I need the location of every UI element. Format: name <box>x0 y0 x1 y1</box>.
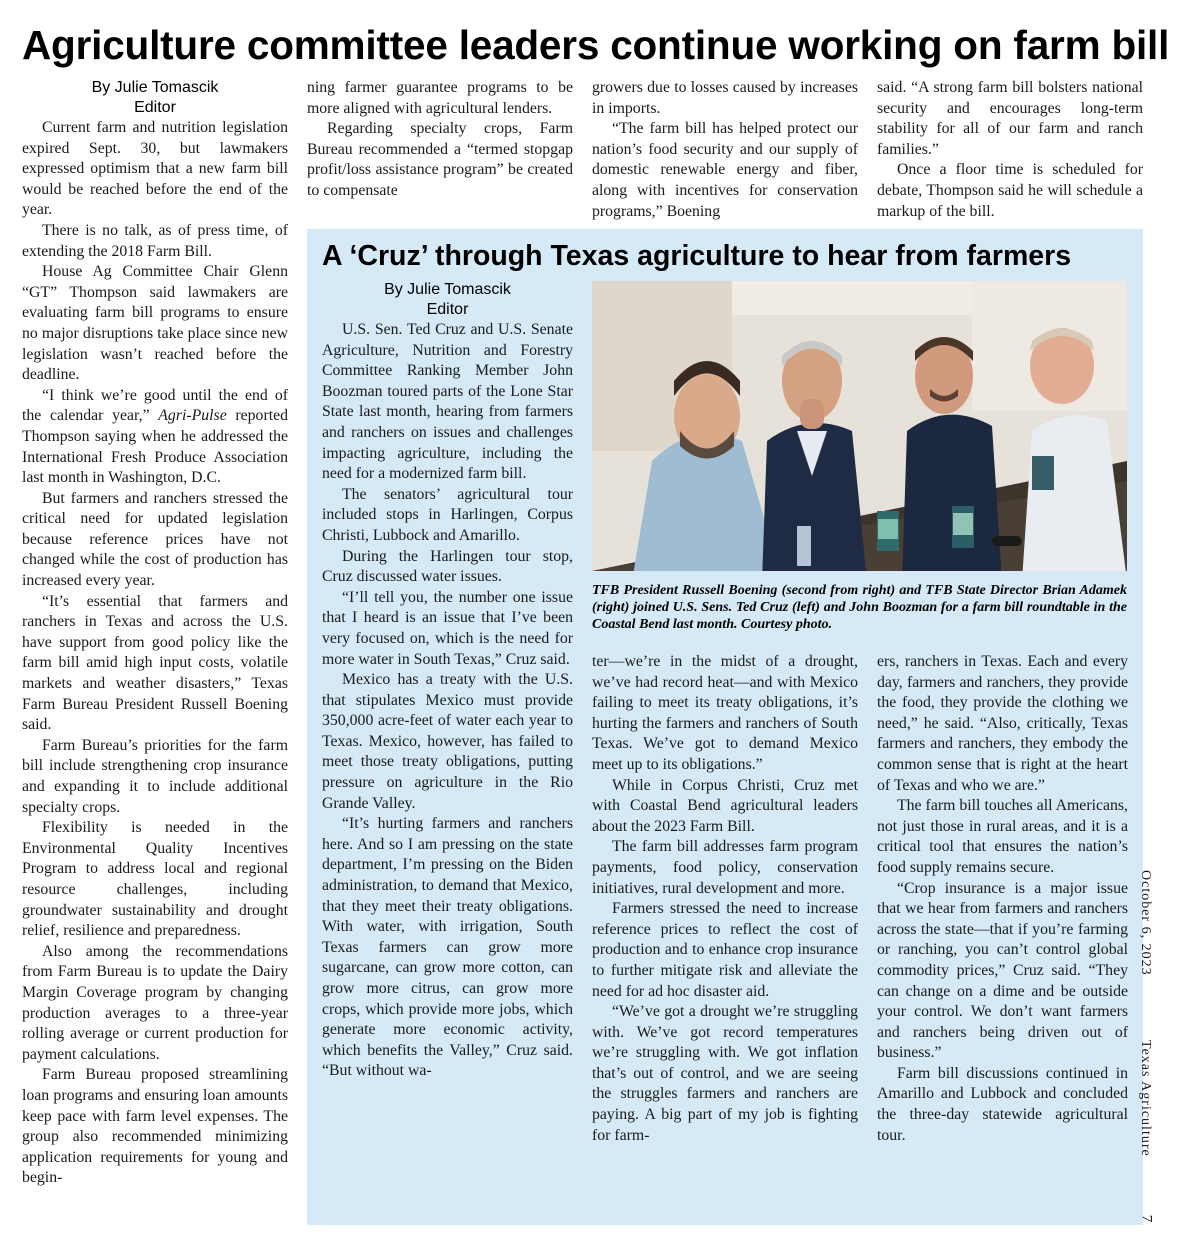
article-paragraph: “It’s essential that farmers and ranchers in Texas and across the U.S. have support from good policy like the farm bill amid high input costs, volatile markets and weather disasters,” Texas Farm Bureau President Russell Boening said. <box>22 592 288 734</box>
quote-text: “I think we’re good until the end of the calendar year,” <box>22 386 288 425</box>
article-paragraph: There is no talk, as of press time, of extending the 2018 Farm Bill. <box>22 221 288 260</box>
article-column-1 <box>22 78 288 1189</box>
sidebar-column-3 <box>877 652 1128 1146</box>
article-headline: Agriculture committee leaders continue working on farm bill <box>22 22 1170 68</box>
article-paragraph: Also among the recommendations from Farm Bureau is to update the Dairy Margin Coverage program by changing production averages to a three-year rolling average or current production for payment calculations. <box>22 942 288 1063</box>
sidebar-headline: A ‘Cruz’ through Texas agriculture to hear from farmers <box>322 240 1072 272</box>
article-column-3 <box>592 78 858 222</box>
article-paragraph: growers due to losses caused by increases in imports. <box>592 79 858 117</box>
sidebar-paragraph: The farm bill touches all Americans, not just those in rural areas, and it is a critical tool that ensures the nation’s food supply remains secure. <box>877 797 1128 876</box>
sidebar-paragraph: U.S. Sen. Ted Cruz and U.S. Senate Agriculture, Nutrition and Forestry Committee Ranking Member John Boozman toured parts of the Lone Star State last month, hearing from farmers and ranchers on issues and challenges impacting agriculture, including the need for a modernized farm bill. <box>322 321 573 483</box>
article-paragraph: Flexibility is needed in the Environmental Quality Incentives Program to address local and regional resource challenges, including groundwater sustainability and drought relief, resilience and preparedness. <box>22 819 288 940</box>
folio-date: October 6, 2023 <box>1138 870 1153 976</box>
folio-publication: Texas Agriculture <box>1138 1040 1153 1157</box>
article-paragraph: Farm Bureau’s priorities for the farm bill include strengthening crop insurance and expanding it to include additional specialty crops. <box>22 736 288 816</box>
article-paragraph: Once a floor time is scheduled for debate, Thompson said he will schedule a markup of the bill. <box>877 161 1143 220</box>
sidebar-paragraph: The farm bill addresses farm program payments, food policy, conservation initiatives, rural development and more. <box>592 838 858 897</box>
article-paragraph: But farmers and ranchers stressed the critical need for updated legislation because reference prices have not changed while the cost of production has increased every year. <box>22 489 288 590</box>
sidebar-paragraph: During the Harlingen tour stop, Cruz discussed water issues. <box>322 547 573 586</box>
article-column-4 <box>877 78 1143 222</box>
sidebar-paragraph: “Crop insurance is a major issue that we hear from farmers and ranchers across the state—that if you’re farming or ranching, you can’t control global commodity prices,” Cruz said. “They can change on a dime and be outside your control. We don’t want farmers and ranchers being driven out of business.” <box>877 879 1128 1062</box>
page-number: 7 <box>1138 1214 1155 1223</box>
quote-attribution: reported Thompson saying when he addressed the International Fresh Produce Association last month in Washington, D.C. <box>22 407 289 487</box>
sidebar-paragraph: While in Corpus Christi, Cruz met with Coastal Bend agricultural leaders about the 2023 Farm Bill. <box>592 776 858 835</box>
article-paragraph: Farm Bureau proposed streamlining loan programs and ensuring loan amounts keep pace with farm level expenses. The group also recommended minimizing application requirements for young and begin- <box>22 1066 288 1187</box>
sidebar-paragraph: The senators’ agricultural tour included stops in Harlingen, Corpus Christi, Lubbock and Amarillo. <box>322 485 573 544</box>
sidebar-paragraph: Farm bill discussions continued in Amarillo and Lubbock and concluded the three-day statewide agricultural tour. <box>877 1064 1128 1144</box>
roundtable-photo <box>592 281 1127 571</box>
photo-caption: TFB President Russell Boening (second from right) and TFB State Director Brian Adamek (right) joined U.S. Sens. Ted Cruz (left) and John Boozman for a farm bill roundtable in the Coastal Bend last month. Courtesy photo. <box>592 583 1127 632</box>
sidebar-paragraph: “It’s hurting farmers and ranchers here. And so I am pressing on the state department, I’m pressing on the Biden administration, to demand that Mexico, that they meet their treaty obligations. With water, with irrigation, South Texas farmers can grow more sugarcane, can grow more cotton, can grow more citrus, can grow more crops, which provide more jobs, which generate more economic activity, which benefits the Valley,” Cruz said. “But without wa- <box>322 815 573 1080</box>
article-paragraph: “The farm bill has helped protect our nation’s food security and our supply of domestic renewable energy and fiber, along with incentives for conservation programs,” Boening <box>592 120 858 220</box>
article-paragraph: Current farm and nutrition legislation expired Sept. 30, but lawmakers expressed optimism that a new farm bill would be reached before the end of the year. <box>22 119 288 219</box>
sidebar-paragraph: ers, ranchers in Texas. Each and every day, farmers and ranchers, they provide the food, they provide the clothing we need,” he said. “Also, critically, Texas farmers and ranchers, they embody the common sense that is right at the heart of Texas and who we are.” <box>877 653 1128 794</box>
sidebar-byline-name: By Julie Tomascik <box>384 281 511 298</box>
article-paragraph: Regarding specialty crops, Farm Bureau recommended a “termed stopgap profit/loss assistance program” be created to compensate <box>307 120 573 199</box>
sidebar-paragraph: ter—we’re in the midst of a drought, we’ve had record heat—and with Mexico failing to meet its treaty obligations, it’s hurting the farmers and ranchers of South Texas. We’ve got to demand Mexico meet up to its obligations.” <box>592 653 858 773</box>
sidebar-byline-role: Editor <box>426 301 469 318</box>
article-paragraph: ning farmer guarantee programs to be more aligned with agricultural lenders. <box>307 79 573 117</box>
sidebar-paragraph: Farmers stressed the need to increase reference prices to reflect the cost of production and to enhance crop insurance to further mitigate risk and alleviate the need for ad hoc disaster aid. <box>592 900 858 1000</box>
roundtable-photo-illustration <box>592 281 1127 571</box>
article-paragraph: House Ag Committee Chair Glenn “GT” Thompson said lawmakers are evaluating farm bill programs to ensure no major disruptions take place since new legislation wasn’t reached before the deadline. <box>22 263 288 384</box>
sidebar-column-1 <box>322 280 573 1082</box>
sidebar-paragraph: Mexico has a treaty with the U.S. that stipulates Mexico must provide 350,000 acre-feet of water each year to Texas. Mexico, however, has failed to meet those treaty obligations, putting pressure on agriculture in the Rio Grande Valley. <box>322 671 573 812</box>
article-paragraph <box>22 386 288 489</box>
article-paragraph: said. “A strong farm bill bolsters national security and encourages long-term stability for all of our farm and ranch families.” <box>877 79 1143 158</box>
article-byline-name: By Julie Tomascik <box>91 79 219 96</box>
publication-name: Agri-Pulse <box>158 407 227 425</box>
article-column-2 <box>307 78 573 202</box>
article-byline-role: Editor <box>134 99 176 116</box>
page-folio <box>1138 870 1168 1170</box>
sidebar-column-2 <box>592 652 858 1146</box>
sidebar-paragraph: “We’ve got a drought we’re struggling with. We’ve got record temperatures we’re struggling with. We got inflation that’s out of control, and we are seeing the struggles farmers and ranchers are paying. A big part of my job is fighting for farm- <box>592 1003 858 1144</box>
sidebar-paragraph: “I’ll tell you, the number one issue that I heard is an issue that I’ve been very focused on, which is the need for more water in South Texas,” Cruz said. <box>322 588 573 668</box>
